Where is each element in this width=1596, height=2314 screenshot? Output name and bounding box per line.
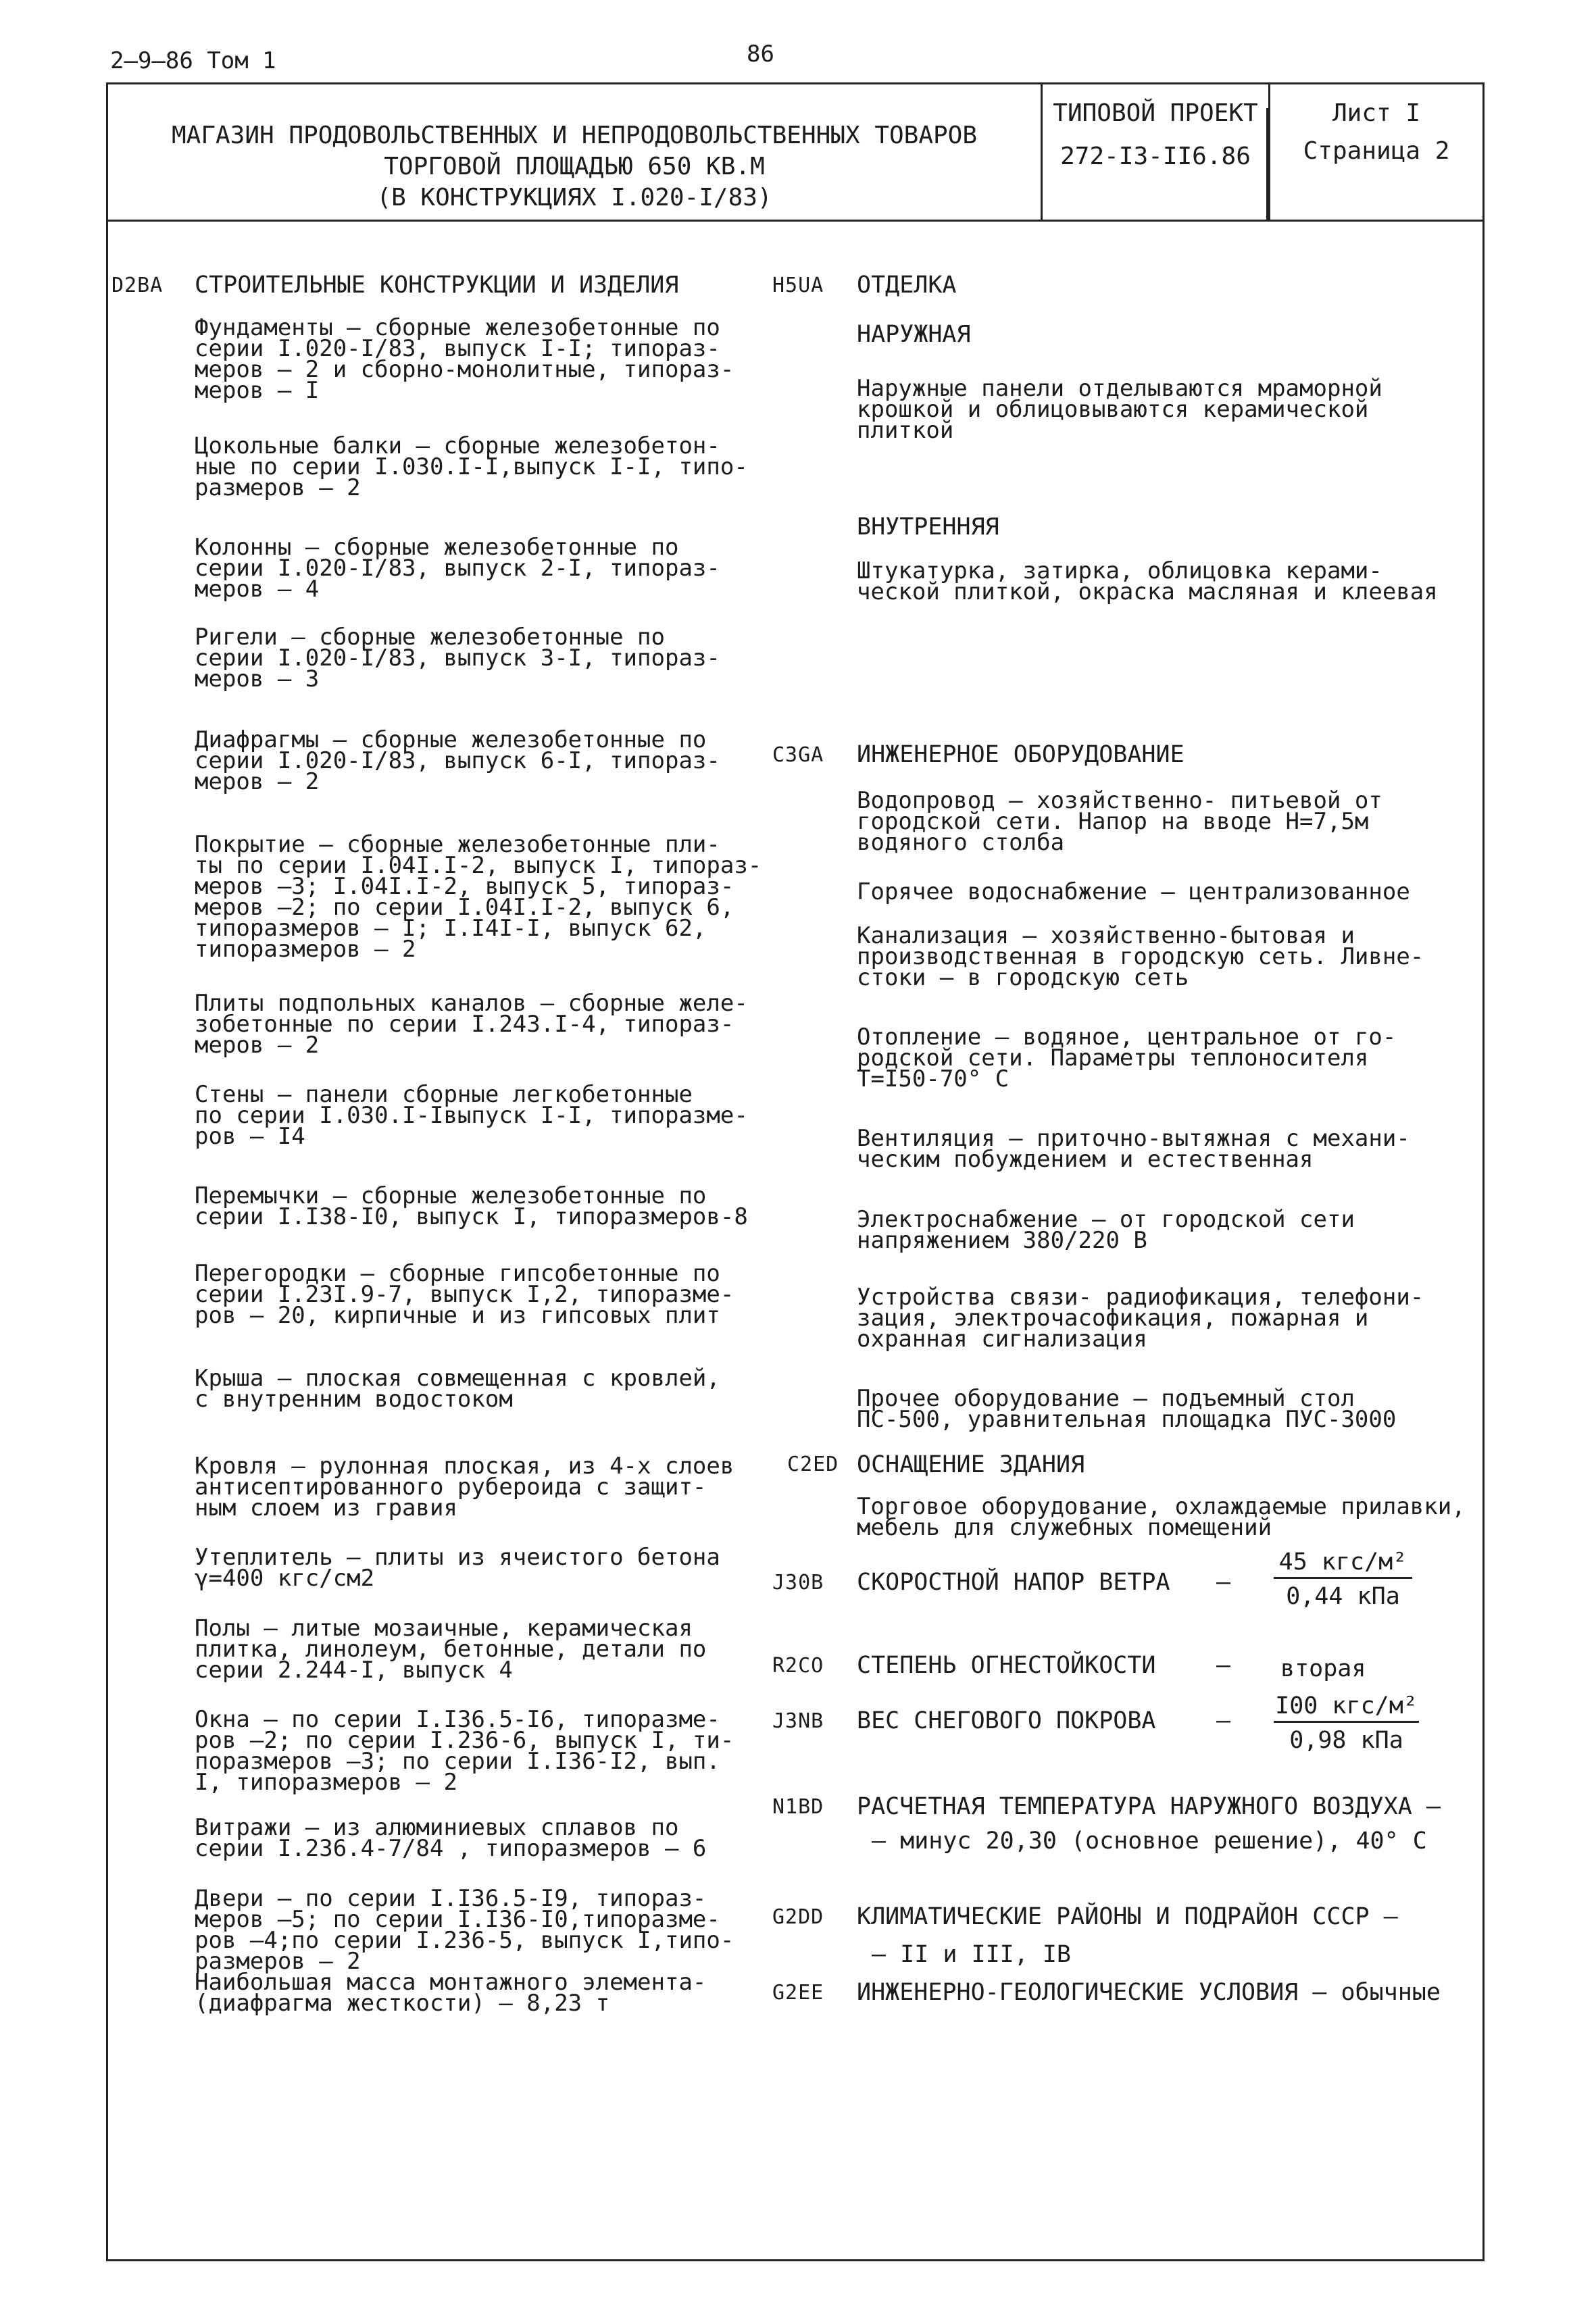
construction-item: Полы – литые мозаичные, керамическая плитка, линолеум, бетонные, детали по серии 2.244-I, выпуск 4 bbox=[195, 1615, 707, 1684]
param-code: J30B bbox=[772, 1571, 824, 1594]
snow-kgs: I00 кгс/м² bbox=[1274, 1692, 1419, 1723]
project-box bbox=[1043, 98, 1268, 172]
engineering-item: Канализация – хозяйственно-бытовая и производственная в городскую сеть. Ливне- стоки – в городскую сеть bbox=[857, 922, 1424, 991]
section-heading: ОТДЕЛКА bbox=[857, 272, 957, 299]
climate-line-2: – II и III, IB bbox=[872, 1941, 1072, 1968]
section-code: C2ED bbox=[787, 1453, 839, 1476]
construction-item: Колонны – сборные железобетонные по серии I.020-I/83, выпуск 2-I, типораз- меров – 4 bbox=[195, 534, 720, 603]
wind-kgs: 45 кгс/м² bbox=[1274, 1549, 1412, 1579]
fire-value: вторая bbox=[1280, 1655, 1366, 1682]
sheet-box bbox=[1270, 98, 1482, 167]
wind-fraction bbox=[1274, 1549, 1412, 1610]
section-heading: ОСНАЩЕНИЕ ЗДАНИЯ bbox=[857, 1451, 1085, 1478]
page-number: 86 bbox=[747, 41, 774, 68]
param-code: R2CO bbox=[772, 1654, 824, 1678]
construction-item: Окна – по серии I.I36.5-I6, типоразме- ров –2; по серии I.236-6, выпуск I, ти- поразмеров –3; по серии I.I36-I2, вып. I, типоразмеров – 2 bbox=[195, 1706, 734, 1796]
construction-item: Перегородки – сборные гипсобетонные по серии I.23I.9-7, выпуск I,2, типоразме- ров – 20, кирпичные и из гипсовых плит bbox=[195, 1260, 734, 1329]
volume-label: 2–9–86 Том 1 bbox=[110, 47, 276, 74]
construction-item: Витражи – из алюминиевых сплавов по серии I.236.4-7/84 , типоразмеров – 6 bbox=[195, 1814, 707, 1862]
snow-kpa: 0,98 кПа bbox=[1289, 1727, 1403, 1754]
climate-line-1: КЛИМАТИЧЕСКИЕ РАЙОНЫ И ПОДРАЙОН СССР – bbox=[857, 1903, 1398, 1930]
construction-item: Цокольные балки – сборные железобетон- ные по серии I.030.I-I,выпуск I-I, типо- размеров – 2 bbox=[195, 432, 748, 501]
construction-item: Утеплитель – плиты из ячеистого бетона γ=400 кгс/см2 bbox=[195, 1544, 720, 1592]
temp-line-1: РАСЧЕТНАЯ ТЕМПЕРАТУРА НАРУЖНОГО ВОЗДУХА – bbox=[857, 1793, 1441, 1820]
fire-label: СТЕПЕНЬ ОГНЕСТОЙКОСТИ bbox=[857, 1652, 1156, 1679]
title-line-3: (В КОНСТРУКЦИЯХ I.020-I/83) bbox=[376, 184, 772, 211]
wind-label: СКОРОСТНОЙ НАПОР ВЕТРА bbox=[857, 1569, 1170, 1596]
param-code: N1BD bbox=[772, 1795, 824, 1819]
construction-item: Фундаменты – сборные железобетонные по серии I.020-I/83, выпуск I-I; типораз- меров – 2 и сборно-монолитные, типораз- меров – I bbox=[195, 314, 734, 404]
construction-item: Плиты подпольных каналов – сборные желе- зобетонные по серии I.243.I-4, типораз- меров – 2 bbox=[195, 990, 748, 1059]
engineering-item: Устройства связи- радиофикация, телефони- зация, электрочасофикация, пожарная и охранная сигнализация bbox=[857, 1284, 1424, 1353]
page-label: Страница 2 bbox=[1303, 137, 1450, 165]
title-divider bbox=[106, 220, 1485, 222]
construction-item: Стены – панели сборные легкобетонные по серии I.030.I-Iвыпуск I-I, типоразме- ров – I4 bbox=[195, 1081, 748, 1150]
construction-item: Ригели – сборные железобетонные по серии I.020-I/83, выпуск 3-I, типораз- меров – 3 bbox=[195, 624, 720, 693]
title-line-1: МАГАЗИН ПРОДОВОЛЬСТВЕННЫХ И НЕПРОДОВОЛЬСТВЕННЫХ ТОВАРОВ bbox=[171, 122, 978, 149]
finish-text: Наружные панели отделываются мраморной крошкой и облицовываются керамической плиткой bbox=[857, 375, 1382, 444]
engineering-item: Вентиляция – приточно-вытяжная с механи- ческим побуждением и естественная bbox=[857, 1125, 1410, 1173]
title-block bbox=[108, 120, 1041, 213]
finish-text: Штукатурка, затирка, облицовка керами- ческой плиткой, окраска масляная и клеевая bbox=[857, 557, 1438, 605]
snow-dash: – bbox=[1216, 1707, 1231, 1734]
construction-item: Кровля – рулонная плоская, из 4-х слоев антисептированного рубероида с защит- ным слоем из гравия bbox=[195, 1453, 734, 1521]
engineering-item: Водопровод – хозяйственно- питьевой от городской сети. Напор на вводе H=7,5м водяного столба bbox=[857, 787, 1382, 856]
wind-dash: – bbox=[1216, 1569, 1231, 1596]
section-heading: СТРОИТЕЛЬНЫЕ КОНСТРУКЦИИ И ИЗДЕЛИЯ bbox=[195, 272, 679, 299]
construction-item: Двери – по серии I.I36.5-I9, типораз- меров –5; по серии I.I36-I0,типоразме- ров –4;по серии I.236-5, выпуск I,типо- размеров – 2 Наибольшая масса монтажного элемента- (диафрагма жесткости) – 8,23 т bbox=[195, 1885, 734, 2017]
snow-label: ВЕС СНЕГОВОГО ПОКРОВА bbox=[857, 1707, 1156, 1734]
wind-kpa: 0,44 кПа bbox=[1286, 1583, 1400, 1610]
param-code: J3NB bbox=[772, 1709, 824, 1733]
fire-dash: – bbox=[1216, 1652, 1231, 1679]
engineering-item: Отопление – водяное, центральное от го- родской сети. Параметры теплоносителя T=I50-70° C bbox=[857, 1024, 1397, 1092]
section-heading: ИНЖЕНЕРНОЕ ОБОРУДОВАНИЕ bbox=[857, 741, 1184, 768]
title-line-2: ТОРГОВОЙ ПЛОЩАДЬЮ 650 КВ.М bbox=[384, 153, 765, 180]
temp-line-2: – минус 20,30 (основное решение), 40° С bbox=[872, 1828, 1427, 1855]
param-code: G2EE bbox=[772, 1981, 824, 2005]
construction-item: Диафрагмы – сборные железобетонные по серии I.020-I/83, выпуск 6-I, типораз- меров – 2 bbox=[195, 726, 720, 795]
subheading: ВНУТРЕННЯЯ bbox=[857, 513, 999, 540]
construction-item: Покрытие – сборные железобетонные пли- ты по серии I.04I.I-2, выпуск I, типораз- меров –3; I.04I.I-2, выпуск 5, типораз- меров –2; по серии I.04I.I-2, выпуск 6, типоразмеров – I; I.I4I-I, выпуск 62, типоразмеров – 2 bbox=[195, 831, 762, 963]
project-label: ТИПОВОЙ ПРОЕКТ bbox=[1053, 99, 1258, 127]
sheet-number: Лист I bbox=[1332, 99, 1421, 127]
section-code: C3GA bbox=[772, 743, 824, 767]
engineering-item: Горячее водоснабжение – централизованное bbox=[857, 878, 1410, 905]
snow-fraction bbox=[1274, 1692, 1419, 1754]
section-code: D2BA bbox=[111, 274, 164, 297]
construction-item: Крыша – плоская совмещенная с кровлей, с внутренним водостоком bbox=[195, 1365, 720, 1413]
equipment-text: Торговое оборудование, охлаждаемые прилавки, мебель для служебных помещений bbox=[857, 1493, 1466, 1541]
param-code: G2DD bbox=[772, 1905, 824, 1929]
engineering-item: Электроснабжение – от городской сети напряжением 380/220 В bbox=[857, 1206, 1355, 1254]
project-number: 272-I3-II6.86 bbox=[1060, 143, 1251, 170]
construction-item: Перемычки – сборные железобетонные по серии I.I38-I0, выпуск I, типоразмеров-8 bbox=[195, 1182, 748, 1230]
geology-text: ИНЖЕНЕРНО-ГЕОЛОГИЧЕСКИЕ УСЛОВИЯ – обычные bbox=[857, 1979, 1441, 2006]
engineering-item: Прочее оборудование – подъемный стол ПС-500, уравнительная площадка ПУС-3000 bbox=[857, 1385, 1397, 1433]
subheading: НАРУЖНАЯ bbox=[857, 321, 971, 348]
section-code: H5UA bbox=[772, 274, 824, 297]
